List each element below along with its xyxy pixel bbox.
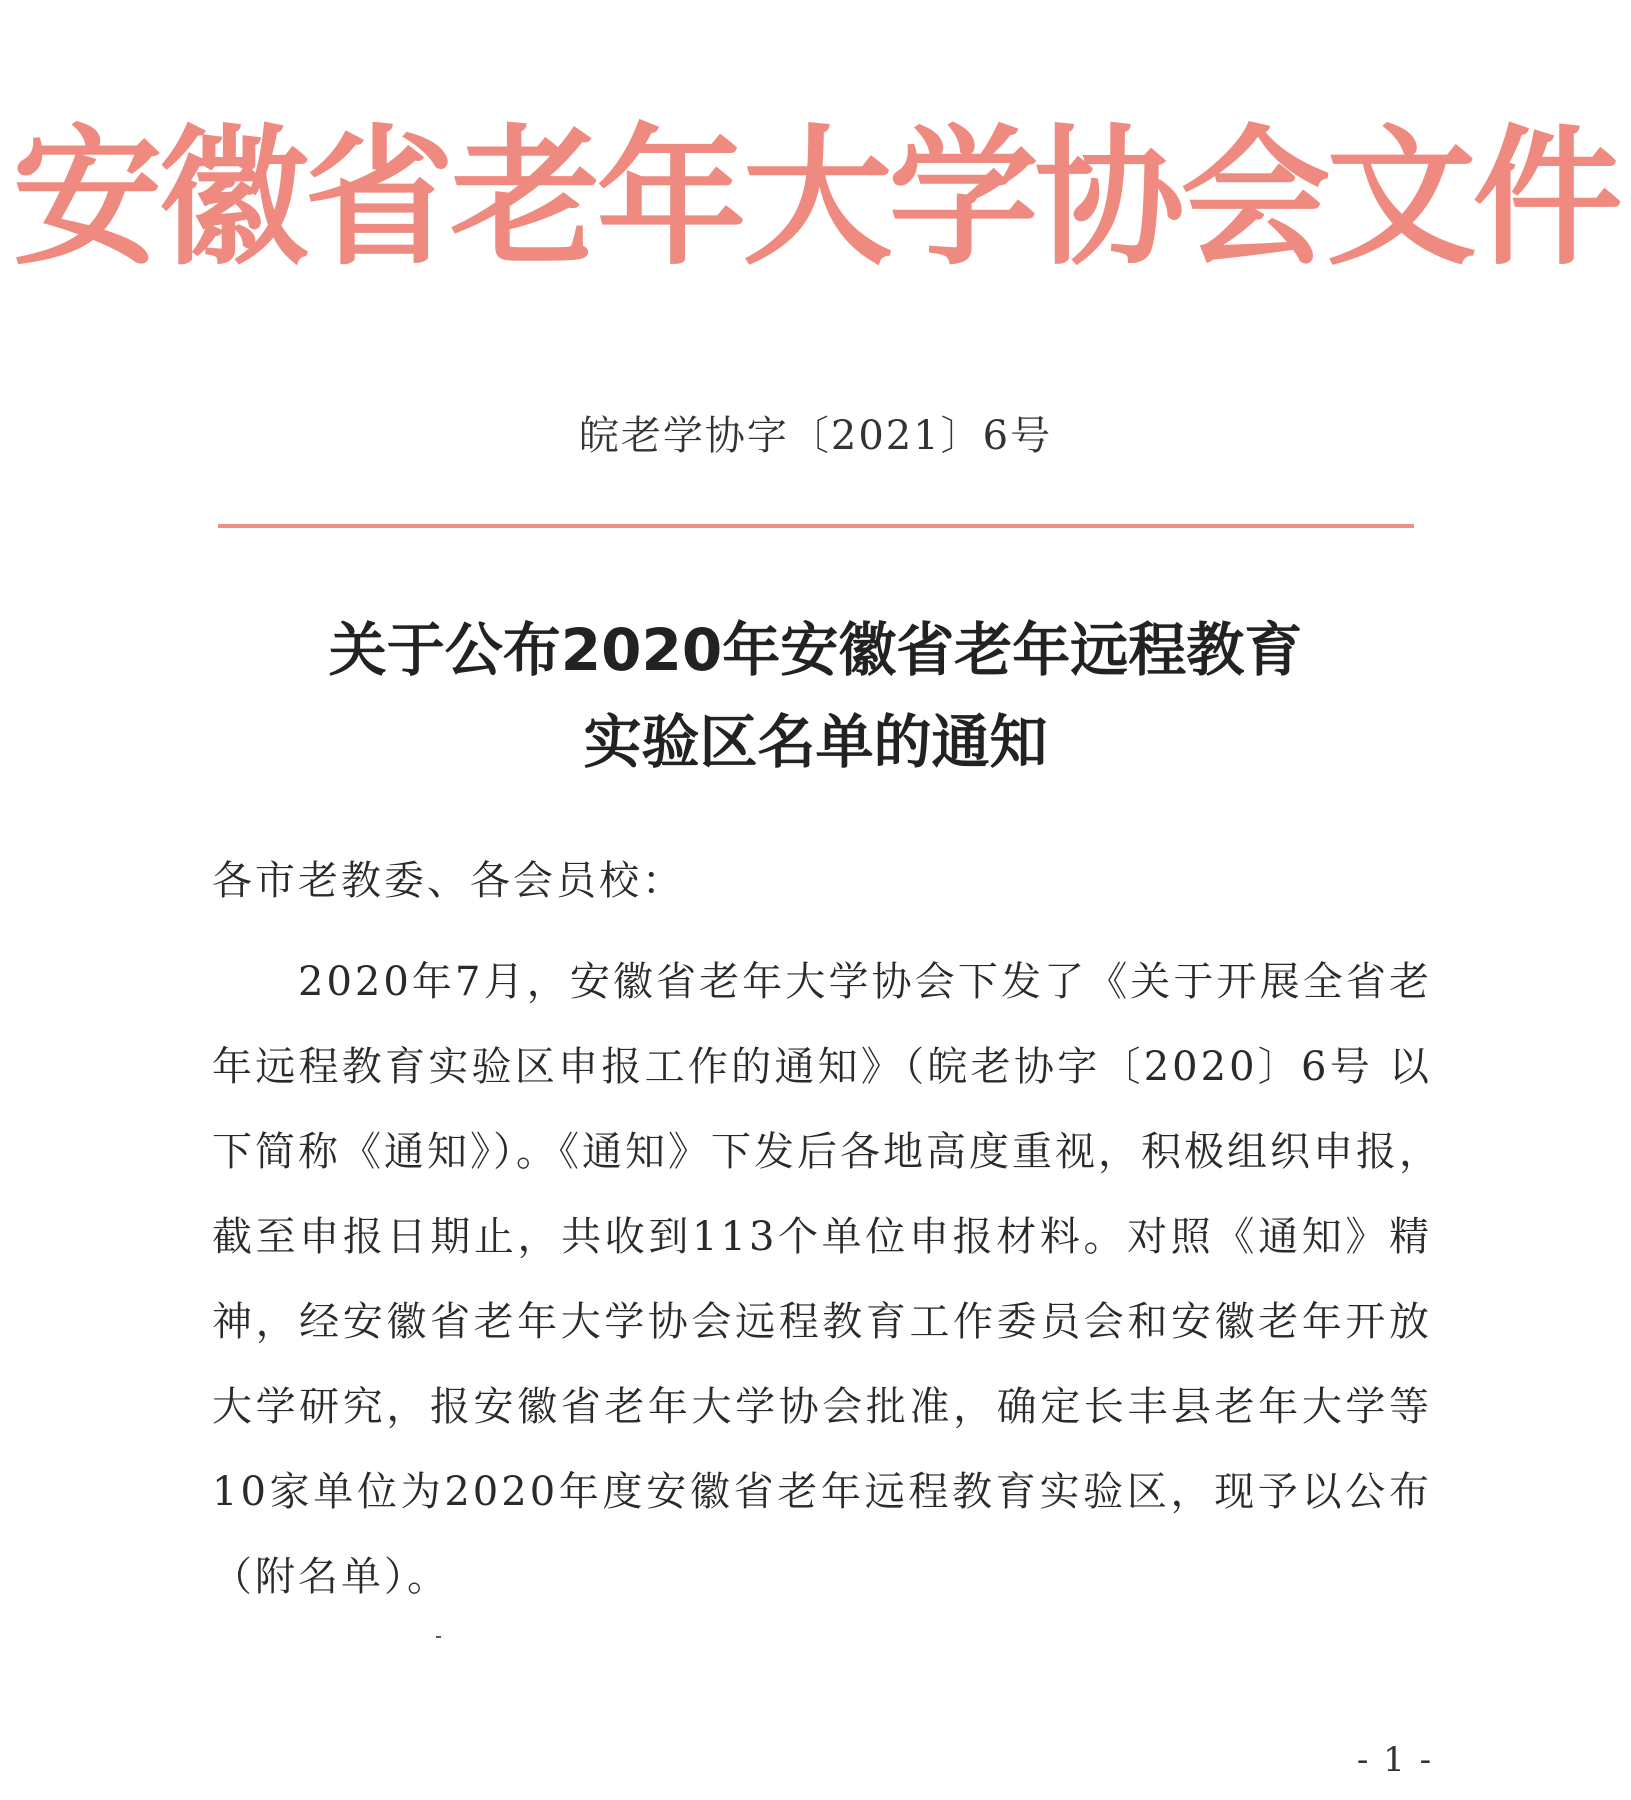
notice-title <box>0 604 1631 788</box>
notice-title-line-2: 实验区名单的通知 <box>583 708 1048 776</box>
scan-speck <box>436 1636 441 1638</box>
document-masthead: 安徽省老年大学协会文件 <box>12 110 1619 286</box>
body-line: 10家单位为2020年度安徽省老年远程教育实验区，现予以公布 <box>212 1469 1432 1515</box>
body-line: 截至申报日期止，共收到113个单位申报材料。对照《通知》精 <box>212 1214 1432 1260</box>
notice-title-line-1: 关于公布2020年安徽省老年远程教育 <box>328 616 1303 684</box>
body-line: 神，经安徽省老年大学协会远程教育工作委员会和安徽老年开放 <box>212 1299 1432 1345</box>
body-line: 年远程教育实验区申报工作的通知》（皖老协字〔2020〕6号 以 <box>212 1044 1432 1090</box>
body-paragraph <box>212 940 1442 1620</box>
salutation: 各市老教委、各会员校： <box>212 858 685 904</box>
red-divider-line <box>218 524 1414 528</box>
document-number: 皖老学协字〔2021〕6号 <box>578 413 1053 459</box>
body-line: （附名单）。 <box>212 1554 450 1600</box>
body-line: 下简称《通知》）。《通知》下发后各地高度重视，积极组织申报， <box>212 1129 1442 1175</box>
body-line: 2020年7月，安徽省老年大学协会下发了《关于开展全省老 <box>298 959 1432 1005</box>
page-number: - 1 - <box>1356 1740 1434 1780</box>
body-line: 大学研究，报安徽省老年大学协会批准，确定长丰县老年大学等 <box>212 1384 1432 1430</box>
